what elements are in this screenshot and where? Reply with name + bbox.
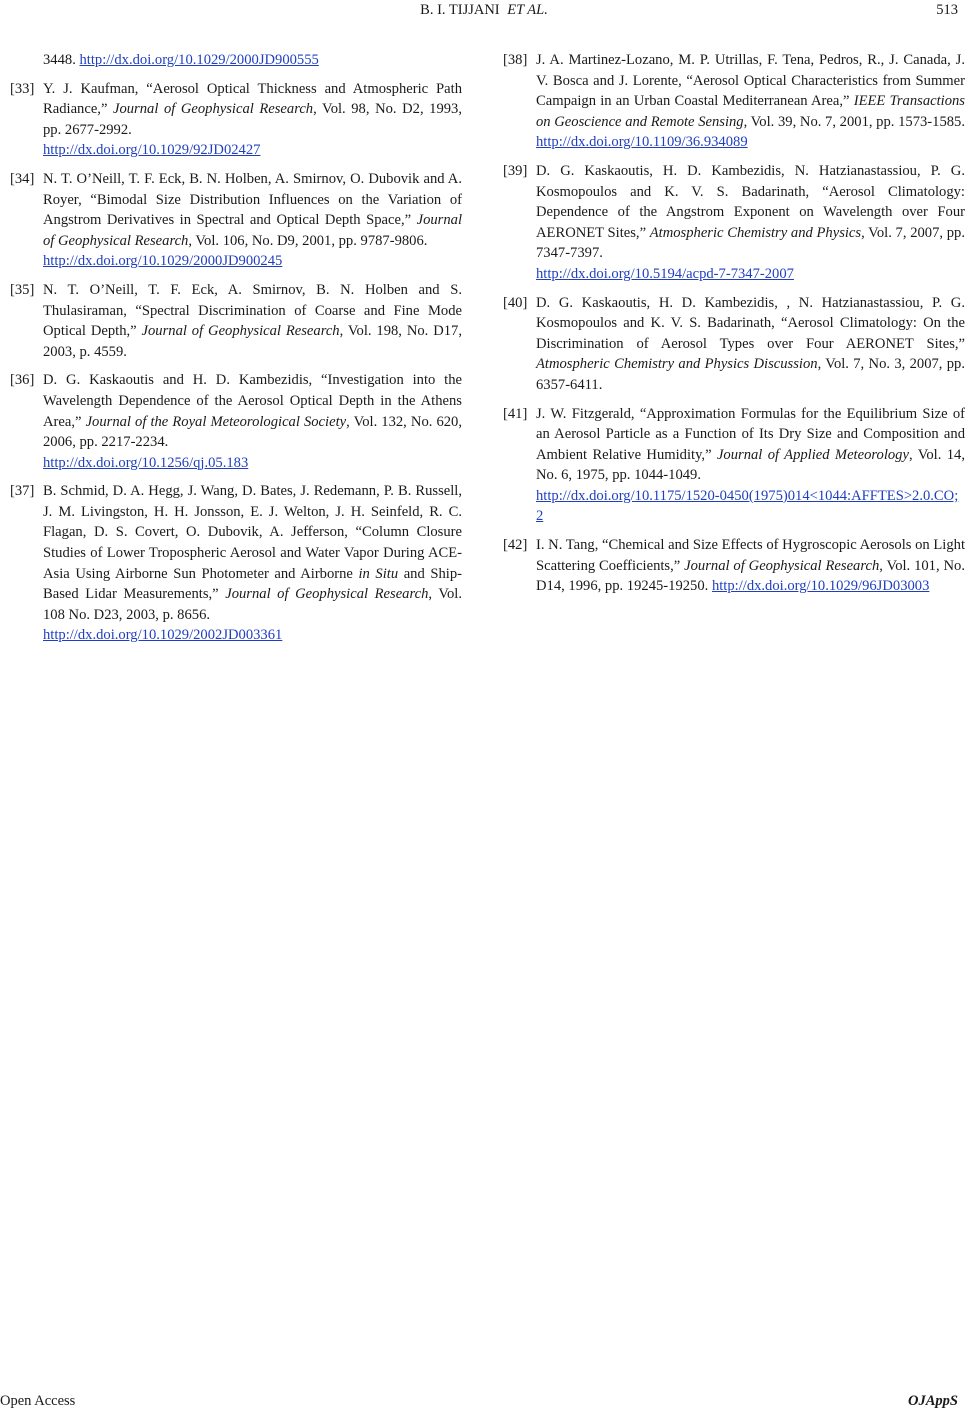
reference-text: J. W. Fitzgerald, “Approximation Formulas for the Equilibrium Size of an Aerosol Particle as a Function of Its Dry Size and Composition and Ambient Relative Humidity,” bbox=[536, 405, 965, 463]
reference-link[interactable]: http://dx.doi.org/10.1029/96JD03003 bbox=[711, 578, 930, 595]
reference-number: [42] bbox=[503, 537, 528, 554]
footer-journal-abbrev: OJAppS bbox=[908, 1393, 958, 1409]
reference-34 bbox=[10, 169, 462, 272]
reference-journal: Atmospheric Chemistry and Physics bbox=[649, 224, 862, 241]
right-column bbox=[503, 50, 965, 605]
reference-33 bbox=[10, 79, 462, 161]
reference-35 bbox=[10, 280, 462, 362]
reference-text: N. T. O’Neill, T. F. Eck, A. Smirnov, B. N. Holben and S. Thulasiraman, “Spectral Discrimination of Coarse and Fine Mode Optical Depth,” bbox=[43, 281, 462, 340]
running-header bbox=[0, 2, 968, 24]
reference-link[interactable]: http://dx.doi.org/10.1029/2002JD003361 bbox=[43, 627, 283, 644]
reference-journal: Journal of Geophysical Research bbox=[225, 586, 429, 603]
header-authors: B. I. TIJJANI bbox=[420, 2, 500, 18]
reference-link[interactable]: http://dx.doi.org/10.1256/qj.05.183 bbox=[43, 454, 249, 471]
reference-details: , Vol. 101, No. D14, 1996, pp. 19245-19250. bbox=[536, 557, 965, 595]
reference-details: , Vol. 132, No. 620, 2006, pp. 2217-2234. bbox=[43, 413, 462, 451]
reference-38 bbox=[503, 50, 965, 153]
reference-details: , Vol. 198, No. D17, 2003, p. 4559. bbox=[43, 323, 462, 360]
reference-link[interactable]: http://dx.doi.org/10.1029/2000JD900245 bbox=[43, 253, 283, 270]
reference-details: , Vol. 98, No. D2, 1993, pp. 2677-2992. bbox=[43, 101, 462, 138]
reference-number: [41] bbox=[503, 405, 528, 422]
reference-text: I. N. Tang, “Chemical and Size Effects of Hygroscopic Aerosols on Light Scattering Coefficients,” bbox=[536, 537, 965, 574]
reference-details: , Vol. 108 No. D23, 2003, p. 8656. bbox=[43, 586, 463, 623]
reference-number: [35] bbox=[10, 281, 35, 298]
reference-link[interactable]: http://dx.doi.org/10.1029/92JD02427 bbox=[43, 142, 261, 159]
footer-open-access: Open Access bbox=[0, 1393, 76, 1409]
reference-number: [33] bbox=[10, 80, 35, 97]
reference-continuation bbox=[10, 50, 462, 71]
reference-text: N. T. O’Neill, T. F. Eck, B. N. Holben, A. Smirnov, O. Dubovik and A. Royer, “Bimodal Size Distribution Influences on the Variation of Angstrom Derivatives in Spectral and Optical Depth Space,” bbox=[43, 170, 462, 229]
reference-journal: Journal of Applied Meteorology bbox=[716, 446, 909, 463]
reference-journal: Journal of Geophysical Research bbox=[141, 323, 340, 340]
reference-journal: Journal of the Royal Meteorological Society bbox=[85, 413, 347, 430]
reference-number: [34] bbox=[10, 170, 35, 187]
reference-journal: Journal of Geophysical Research bbox=[43, 212, 462, 249]
reference-journal: Atmospheric Chemistry and Physics Discussion bbox=[536, 356, 818, 373]
reference-link[interactable]: http://dx.doi.org/10.1109/36.934089 bbox=[536, 134, 748, 151]
reference-journal: Journal of Geophysical Research bbox=[112, 101, 314, 118]
reference-text: D. G. Kaskaoutis, H. D. Kambezidis, N. Hatzianastassiou, P. G. Kosmopoulos and K. V. S. Badarinath, “Aerosol Climatology: Dependence of the Angstrom Exponent on Wavelength over Four AERONET Sites,” bbox=[536, 162, 965, 241]
reference-text: D. G. Kaskaoutis, H. D. Kambezidis, , N. Hatzianastassiou, P. G. Kosmopoulos and K. V. S. Badarinath, “Aerosol Climatology: On the Discrimination of Aerosol Types over Four AERONET Sites,” bbox=[536, 294, 965, 352]
reference-number: [40] bbox=[503, 294, 528, 311]
page-number: 513 bbox=[936, 2, 958, 18]
reference-details: , Vol. 7, 2007, pp. 7347-7397. bbox=[536, 224, 965, 262]
reference-link[interactable]: http://dx.doi.org/10.5194/acpd-7-7347-2007 bbox=[536, 265, 794, 282]
reference-41 bbox=[503, 404, 965, 528]
reference-number: [39] bbox=[503, 162, 528, 179]
reference-journal: Journal of Geophysical Research bbox=[684, 557, 880, 574]
reference-text: D. G. Kaskaoutis and H. D. Kambezidis, “Investigation into the Wavelength Dependence of the Aerosol Optical Depth in the Athens Area,” bbox=[43, 372, 462, 430]
running-header-authors bbox=[0, 2, 968, 19]
continuation-link[interactable]: http://dx.doi.org/10.1029/2000JD900555 bbox=[79, 52, 319, 68]
reference-text-mid: and Ship-Based Lidar Measurements,” bbox=[43, 565, 462, 603]
reference-42 bbox=[503, 535, 965, 597]
reference-link[interactable]: http://dx.doi.org/10.1175/1520-0450(1975)014<1044:AFFTES>2.0.CO;2 bbox=[536, 487, 959, 525]
reference-text: B. Schmid, D. A. Hegg, J. Wang, D. Bates, J. Redemann, P. B. Russell, J. M. Livingston, H. H. Jonsson, E. J. Welton, J. H. Seinfeld, R. C. Flagan, D. S. Covert, O. Dubovik, A. Jefferson, “Column Closure Studies of Lower Tropospheric Aerosol and Water Vapor During ACE-Asia Using Airborne Sun Photometer and Airborne bbox=[43, 483, 462, 582]
reference-number: [36] bbox=[10, 372, 35, 389]
reference-journal: IEEE Transactions on Geoscience and Remote Sensing bbox=[536, 93, 965, 130]
reference-in-situ: in Situ bbox=[358, 565, 399, 582]
reference-details: , Vol. 106, No. D9, 2001, pp. 9787-9806. bbox=[188, 232, 428, 249]
reference-details: , Vol. 7, No. 3, 2007, pp. 6357-6411. bbox=[536, 356, 965, 393]
left-column bbox=[10, 50, 462, 654]
reference-36 bbox=[10, 370, 462, 473]
page-footer bbox=[0, 1393, 968, 1413]
header-etal: ET AL. bbox=[507, 2, 548, 18]
reference-40 bbox=[503, 293, 965, 396]
reference-details: , Vol. 39, No. 7, 2001, pp. 1573-1585. bbox=[743, 113, 965, 130]
reference-number: [37] bbox=[10, 483, 35, 500]
reference-text: J. A. Martinez-Lozano, M. P. Utrillas, F. Tena, Pedros, R., J. Canada, J. V. Bosca and J. Lorente, “Aerosol Optical Characteristics from Summer Campaign in an Urban Coastal Mediterranean Area,” bbox=[536, 52, 965, 110]
continuation-text: 3448. bbox=[43, 52, 76, 68]
reference-number: [38] bbox=[503, 52, 528, 68]
reference-39 bbox=[503, 161, 965, 285]
reference-37 bbox=[10, 481, 462, 646]
reference-details: , Vol. 14, No. 6, 1975, pp. 1044-1049. bbox=[536, 446, 965, 484]
reference-text: Y. J. Kaufman, “Aerosol Optical Thickness and Atmospheric Path Radiance,” bbox=[43, 80, 462, 118]
